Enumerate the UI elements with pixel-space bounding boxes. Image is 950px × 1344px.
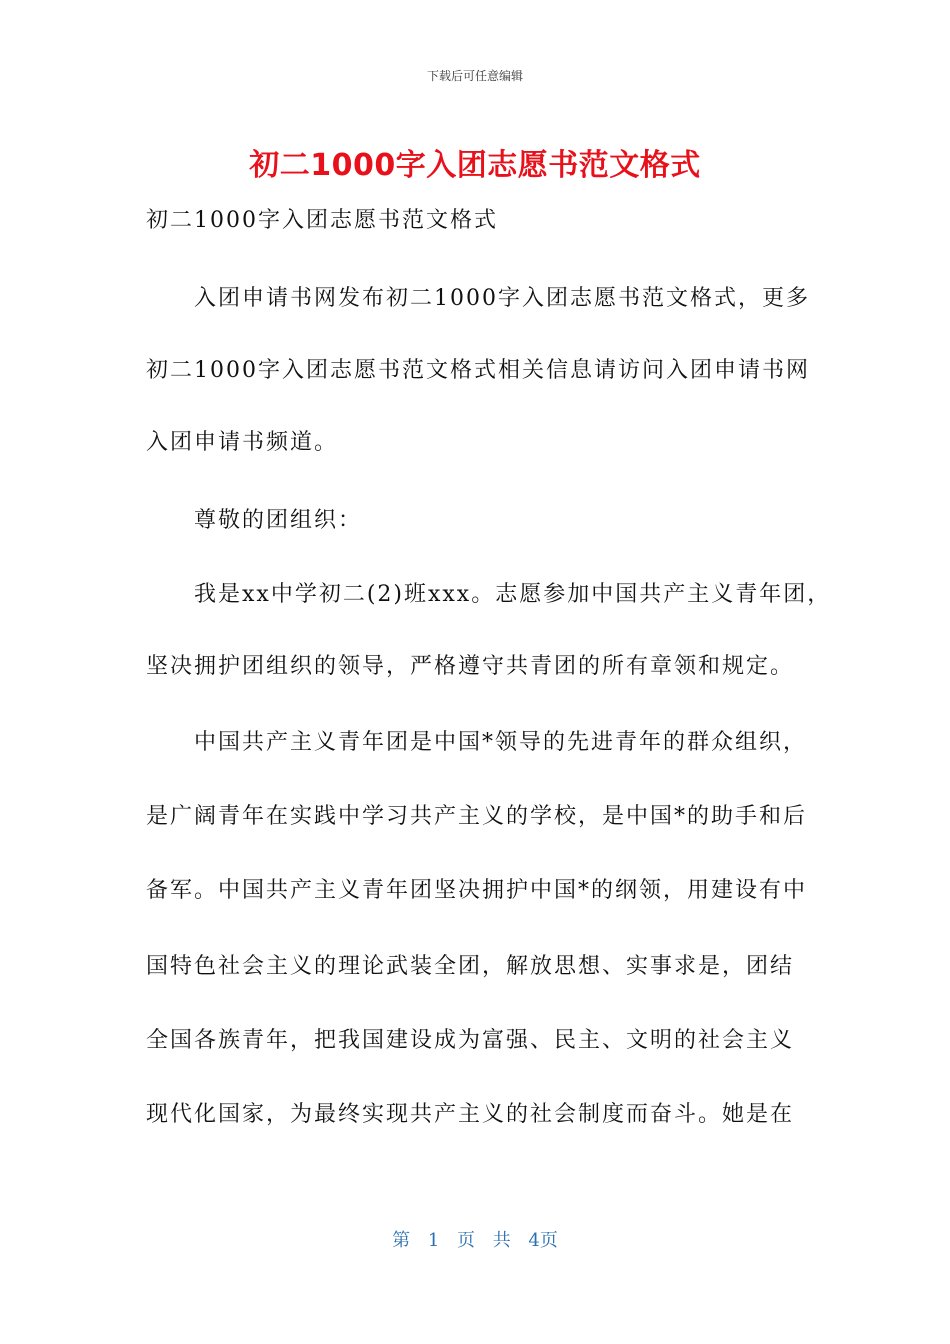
page-indicator: 第 1 页 共 4页 bbox=[392, 1230, 558, 1251]
paragraph-line: 国特色社会主义的理论武装全团，解放思想、实事求是，团结 bbox=[146, 954, 795, 979]
paragraph-line: 备军。中国共产主义青年团坚决拥护中国*的纲领，用建设有中 bbox=[146, 878, 808, 903]
paragraph-line: 中国共产主义青年团是中国*领导的先进青年的群众组织， bbox=[194, 730, 808, 755]
paragraph-line: 现代化国家，为最终实现共产主义的社会制度而奋斗。她是在 bbox=[146, 1102, 795, 1127]
paragraph-line: 入团申请书频道。 bbox=[146, 430, 339, 455]
paragraph-line: 初二1000字入团志愿书范文格式相关信息请访问入团申请书网 bbox=[146, 358, 810, 383]
paragraph-line: 是广阔青年在实践中学习共产主义的学校，是中国*的助手和后 bbox=[146, 804, 808, 829]
paragraph-line: 全国各族青年，把我国建设成为富强、民主、文明的社会主义 bbox=[146, 1028, 795, 1053]
header-note: 下载后可任意编辑 bbox=[426, 69, 523, 83]
paragraph-line: 我是xx中学初二(2)班xxx。志愿参加中国共产主义青年团， bbox=[194, 582, 832, 607]
document-title: 初二1000字入团志愿书范文格式 bbox=[249, 148, 701, 183]
salutation-line: 尊敬的团组织： bbox=[194, 508, 363, 533]
paragraph-line: 入团申请书网发布初二1000字入团志愿书范文格式，更多 bbox=[194, 286, 810, 311]
subtitle-line: 初二1000字入团志愿书范文格式 bbox=[146, 208, 498, 233]
paragraph-line: 坚决拥护团组织的领导，严格遵守共青团的所有章领和规定。 bbox=[146, 654, 795, 679]
